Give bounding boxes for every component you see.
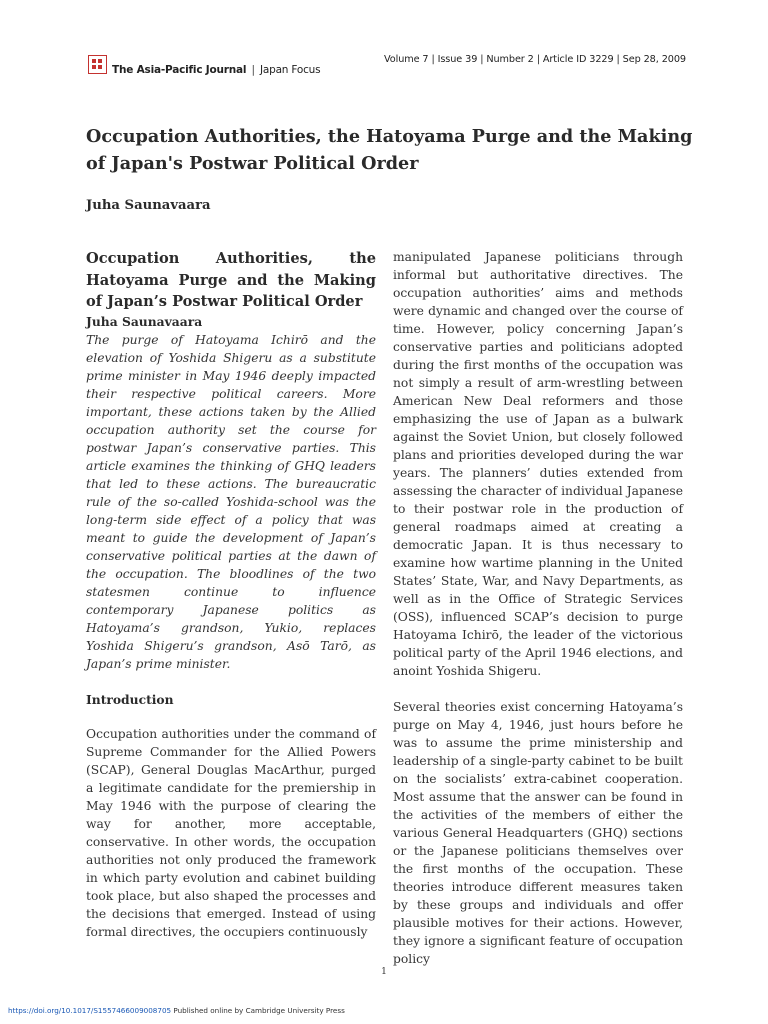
issue-info: Volume 7 | Issue 39 | Number 2 | Article ID 3229 | Sep 28, 2009	[384, 54, 686, 65]
abstract: The purge of Hatoyama Ichirō and the elevation of Yoshida Shigeru as a substitute prime minister in May 1946 deeply impacted their respective political careers. More important, these actions taken by the Allied occupation authority set the course for postwar Japan’s conservative parties. This article examines the thinking of GHQ leaders that led to these actions. The bureaucratic rule of the so-called Yoshida-school was the long-term side effect of a policy that was meant to guide the development of Japan’s conservative political parties at the dawn of the occupation. The bloodlines of the two statesmen continue to influence contemporary Japanese politics as Hatoyama’s grandson, Yukio, replaces Yoshida Shigeru’s grandson, Asō Tarō, as Japan’s prime minister.	[86, 332, 376, 671]
page-author: Juha Saunavaara	[86, 198, 211, 213]
journal-name: The Asia-Pacific Journal	[112, 64, 247, 76]
footer	[8, 1006, 345, 1015]
journal-logo	[88, 48, 320, 76]
page-number: 1	[381, 967, 387, 977]
journal-section: Japan Focus	[259, 64, 321, 76]
body-paragraph-1: manipulated Japanese politicians through informal but authoritative directives. The occupation authorities’ aims and methods were dynamic and changed over the course of time. However, policy concerning Japan’s conservative parties and politicians adopted during the first months of the occupation was not simply a result of arm-wrestling between American New Deal reformers and those emphasizing the use of Japan as a bulwark against the Soviet Union, but closely followed plans and priorities developed during the war years. The planners’ duties extended from assessing the character of individual Japanese to their postwar role in the production of general roadmaps aimed at creating a democratic Japan. It is thus necessary to examine how wartime planning in the United States’ State, War, and Navy Departments, as well as in the Office of Strategic Services (OSS), influenced SCAP’s decision to purge Hatoyama Ichirō, the leader of the victorious political party of the April 1946 elections, and anoint Yoshida Shigeru.	[393, 250, 683, 678]
journal-masthead	[112, 64, 320, 76]
body-paragraph-2: Several theories exist concerning Hatoyama’s purge on May 4, 1946, just hours before he was to assume the prime ministership and leadership of a single-party cabinet to be built on the socialists’ extra-cabinet cooperation. Most assume that the answer can be found in the activities of the members of either the various General Headquarters (GHQ) sections or the Japanese politicians themselves over the first months of the occupation. These theories introduce different measures taken by these groups and individuals and offer plausible motives for their actions. However, they ignore a significant feature of occupation policy	[393, 700, 683, 966]
section-heading-introduction: Introduction	[86, 691, 174, 707]
intro-paragraph: Occupation authorities under the command of Supreme Commander for the Allied Powers (SCAP), General Douglas MacArthur, purged a legitimate candidate for the premiership in May 1946 with the purpose of clearing the way for another, more acceptable, conservative. In other words, the occupation authorities not only produced the framework in which party evolution and cabinet building took place, but also shaped the processes and the decisions that emerged. Instead of using formal directives, the occupiers continuously	[86, 726, 376, 939]
published-note: Published online by Cambridge University Press	[173, 1006, 345, 1015]
right-column	[393, 248, 683, 968]
left-column	[86, 248, 376, 941]
page-title: Occupation Authorities, the Hatoyama Purge and the Making of Japan's Postwar Political Order	[86, 126, 693, 174]
journal-logo-icon	[88, 55, 107, 74]
article-title: Occupation Authorities, the Hatoyama Purge and the Making of Japan’s Postwar Political Order	[86, 250, 376, 310]
article-author: Juha Saunavaara	[86, 313, 203, 329]
doi-link[interactable]: https://doi.org/10.1017/S1557466009008705	[8, 1006, 172, 1015]
masthead-separator: |	[251, 64, 255, 76]
